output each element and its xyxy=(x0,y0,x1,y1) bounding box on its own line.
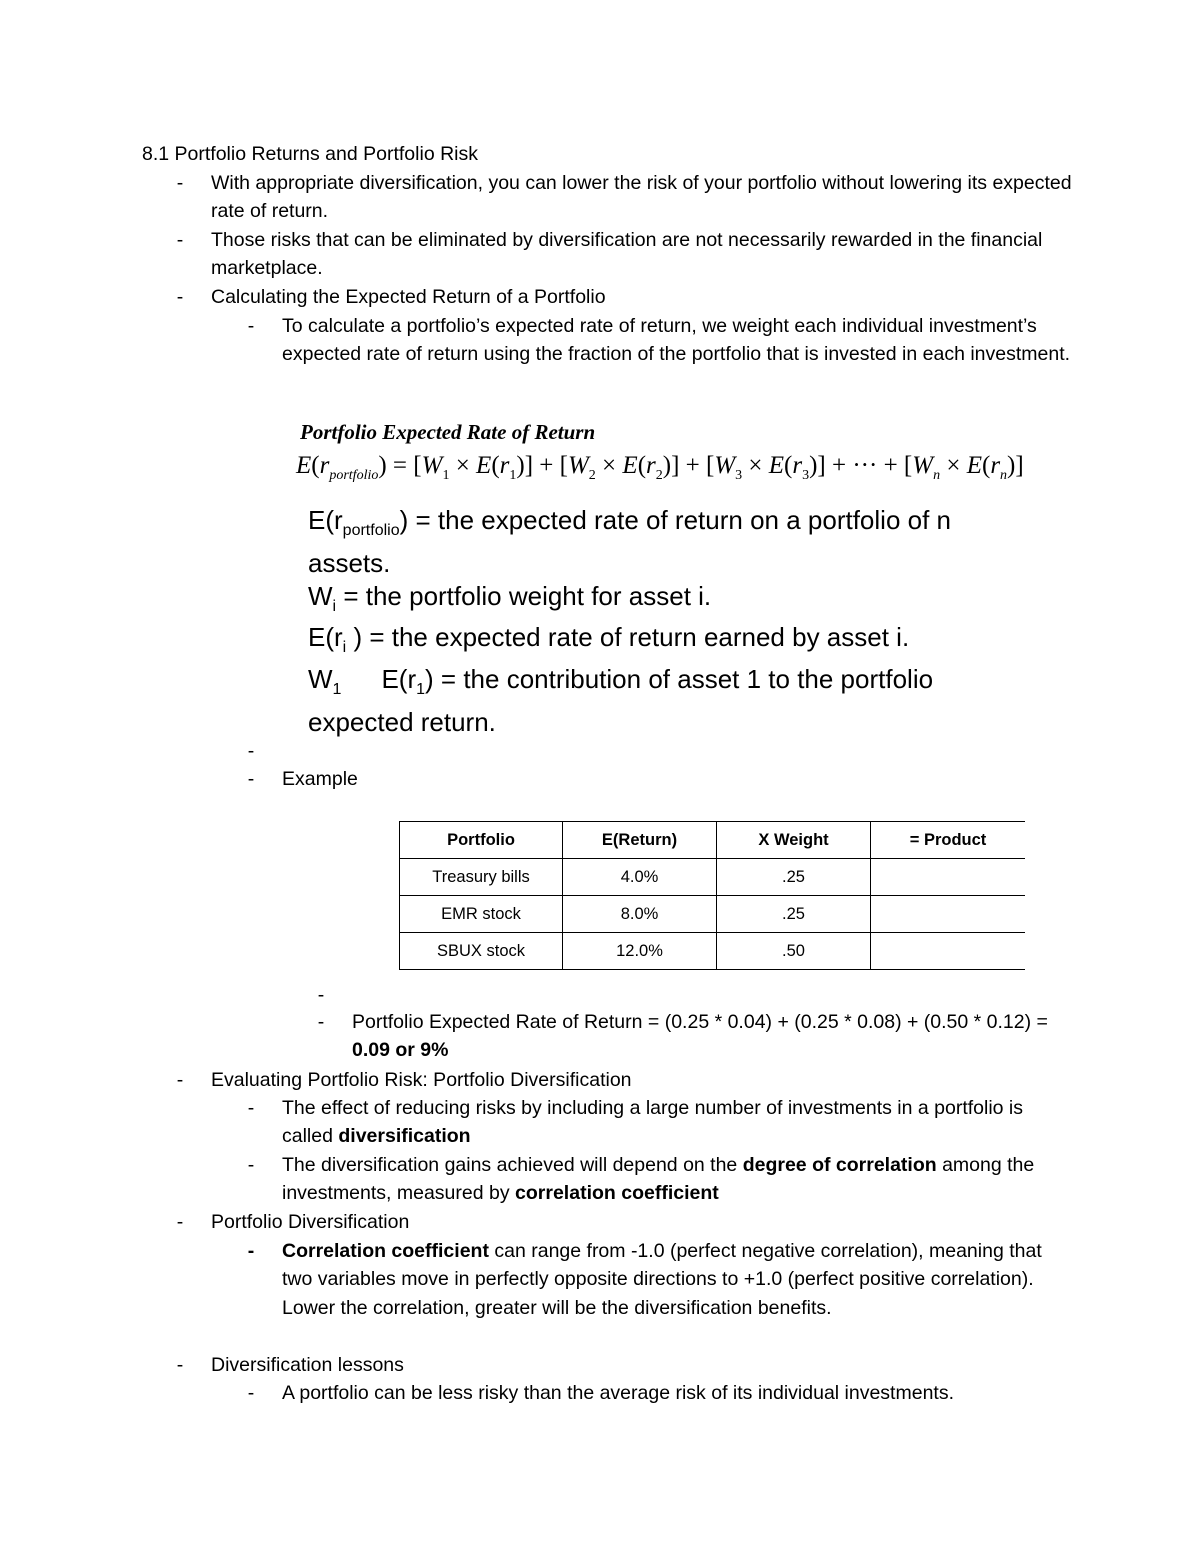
example-table xyxy=(399,821,1025,970)
formula-title: Portfolio Expected Rate of Return xyxy=(300,420,596,444)
item-text: Diversification lessons xyxy=(211,1354,404,1376)
item-text-part: The diversification gains achieved will depend on the xyxy=(282,1154,743,1176)
table-row xyxy=(400,896,1026,933)
bullet-dash: - xyxy=(176,286,184,308)
table-cell: EMR stock xyxy=(400,896,563,933)
item-text: A portfolio can be less risky than the average risk of its individual investments. xyxy=(282,1382,954,1404)
bullet-dash: - xyxy=(247,740,255,762)
bullet-dash: - xyxy=(176,172,184,194)
item-text: Calculating the Expected Return of a Portfolio xyxy=(211,286,606,308)
item-text: Example xyxy=(282,768,358,790)
table-header: E(Return) xyxy=(563,822,717,859)
def-text: E(r xyxy=(308,622,343,652)
bullet-dash: - xyxy=(176,1211,184,1233)
table-header: = Product xyxy=(871,822,1026,859)
table-header-row xyxy=(400,822,1026,859)
def-subscript: i xyxy=(342,639,347,657)
section-heading: 8.1 Portfolio Returns and Portfolio Risk xyxy=(142,143,478,165)
item-text: Those risks that can be eliminated by diversification are not necessarily rewarded in the financial marketplace. xyxy=(211,229,1043,280)
item-text: Evaluating Portfolio Risk: Portfolio Diversification xyxy=(211,1069,632,1091)
bullet-dash: - xyxy=(317,984,325,1006)
table-row xyxy=(400,859,1026,896)
item-text xyxy=(282,1094,1072,1151)
table-cell: .25 xyxy=(717,896,871,933)
table-cell: .50 xyxy=(717,933,871,970)
table-cell: 4.0% xyxy=(563,859,717,896)
def-text: W xyxy=(308,664,333,694)
def-text: = the portfolio weight for asset i. xyxy=(336,581,712,611)
table-header: X Weight xyxy=(717,822,871,859)
def-subscript: 1 xyxy=(416,681,426,699)
item-text-part: The effect of reducing risks by including a large number of investments in a portfolio is called xyxy=(282,1097,1024,1148)
table-cell: 8.0% xyxy=(563,896,717,933)
table-cell xyxy=(871,933,1026,970)
item-text xyxy=(282,1151,1072,1208)
formula-definition xyxy=(308,621,968,664)
item-text-bold: degree of correlation xyxy=(742,1154,937,1176)
item-text-part: among the investments, measured by xyxy=(282,1154,1035,1205)
bullet-dash: - xyxy=(317,1011,325,1033)
table-cell: .25 xyxy=(717,859,871,896)
bullet-dash: - xyxy=(247,315,255,337)
formula-definition xyxy=(308,504,968,579)
def-subscript: 1 xyxy=(332,681,342,699)
def-text: E(r xyxy=(381,664,417,694)
bullet-dash: - xyxy=(176,229,184,251)
item-text: With appropriate diversification, you can lower the risk of your portfolio without lowering its expected rate of return. xyxy=(211,172,1072,223)
calc-result: 0.09 or 9% xyxy=(352,1039,449,1062)
formula-equation: $E(r_{portfolio}) = [W_1 \times E(r_1)] + [W_2 \times E(r_2)] + [W_3 \times E(r_3)]$ + ··· + $[W_n \times E(r_n)]$ xyxy=(296,452,1024,483)
def-text: ) = the contribution of asset 1 to the portfolio expected return. xyxy=(308,664,934,738)
item-text xyxy=(282,1237,1072,1322)
table-row xyxy=(400,933,1026,970)
bullet-dash: - xyxy=(247,1382,255,1404)
formula-definition xyxy=(308,580,968,623)
item-text-bold: diversification xyxy=(338,1125,471,1148)
def-subscript: portfolio xyxy=(342,522,400,540)
table-cell: Treasury bills xyxy=(400,859,563,896)
item-text-bold: Correlation coefficient xyxy=(282,1240,489,1262)
table-cell xyxy=(871,859,1026,896)
bullet-dash: - xyxy=(247,1240,255,1262)
bullet-dash: - xyxy=(247,1097,255,1119)
item-text-bold: correlation coefficient xyxy=(515,1182,719,1205)
def-text: ) = the expected rate of return on a portfolio of n assets. xyxy=(308,505,951,579)
item-text-part: can range from -1.0 (perfect negative correlation), meaning that two variables move in perfectly opposite directions to +1.0 (perfect positive correlation). Lower the correlation, greater will be the diversification benefits. xyxy=(282,1240,1042,1319)
def-text: W xyxy=(308,581,333,611)
formula-image xyxy=(290,412,1024,742)
table-cell: 12.0% xyxy=(563,933,717,970)
item-text xyxy=(352,1008,1072,1065)
def-text: ) = the expected rate of return earned by asset i. xyxy=(346,622,910,652)
table-header: Portfolio xyxy=(400,822,563,859)
formula-definition xyxy=(308,663,968,738)
item-text: Portfolio Diversification xyxy=(211,1211,410,1233)
def-subscript: i xyxy=(332,598,337,616)
item-text: To calculate a portfolio’s expected rate of return, we weight each individual investment’s expected rate of return using the fraction of the portfolio that is invested in each investment. xyxy=(282,315,1071,366)
bullet-dash: - xyxy=(176,1069,184,1091)
table-cell xyxy=(871,896,1026,933)
bullet-dash: - xyxy=(247,768,255,790)
def-text: E(r xyxy=(308,505,343,535)
table-cell: SBUX stock xyxy=(400,933,563,970)
bullet-dash: - xyxy=(176,1354,184,1376)
bullet-dash: - xyxy=(247,1154,255,1176)
calc-text: Portfolio Expected Rate of Return = (0.25 * 0.04) + (0.25 * 0.08) + (0.50 * 0.12) = xyxy=(352,1011,1048,1033)
